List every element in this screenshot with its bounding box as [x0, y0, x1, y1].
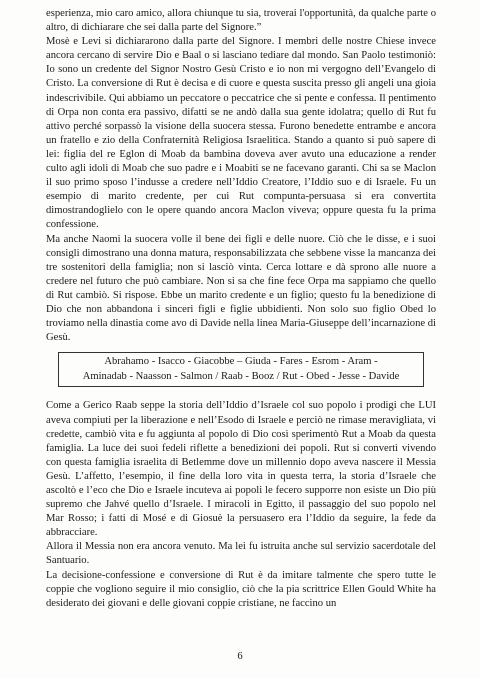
paragraph: Allora il Messia non era ancora venuto. Ma lei fu istruita anche sul servizio sacerdotale del Santuario.	[46, 541, 436, 567]
page-number: 6	[237, 651, 243, 662]
paragraph: Come a Gerico Raab seppe la storia dell’Iddio d’Israele col suo popolo i prodigi che LUI aveva compiuti per la liberazione e nell’Esodo di Israele e perciò ne rimase meravigliata, vi credette, cambiò vita e fu aggiunta al popolo di Dio così sperimentò Rut a Moab da questa famiglia. La luce dei suoi fedeli riflette a benedizioni dei popoli. Rut si convertì vivendo con questa famiglia israelita di Betlemme dove un millennio dopo aveva nascere il Messia Gesù. L’affetto, l’esempio, il fine della loro vita in questa terra, la storia d’Israele che ascoltò e l’eco che Dio e Israele incuteva ai popoli le fecero supporre non esiste un Dio più supremo che Jahvé quello d’Israele. I miracoli in Egitto, il passaggio del suo popolo nel Mar Rosso; i fatti di Mosé e di Giosuè la persuasero era l’Iddio da seguire, la fede da abbracciare.	[46, 400, 436, 539]
paragraph: esperienza, mio caro amico, allora chiunque tu sia, troverai l'opportunità, da qualche parte o altro, di dichiarare che sei dalla parte del Signore.”	[46, 8, 436, 34]
paragraph: Mosè e Levi si dichiararono dalla parte del Signore. I membri delle nostre Chiese invece ancora cercano di servire Dio e Baal o si lasciano tediare dal mondo. San Paolo testimoniò: Io sono un credente del Signor Nostro Gesù Cristo e io non mi vergogno dell’Evangelo di Cristo. La conversione di Rut è decisa e di cuore e questa suscita presso gli angeli una gioia indescrivibile. Qui abbiamo un peccatore o peccatrice che si pente e confessa. Il pentimento di Orpa non conta era passivo, difatti se ne andò dalla sua gente idolatra; quello di Rut fu attivo perché sorpassò la visione della suocera stessa. Furono benedette entrambe e ancora un fratello e zio della Confraternità Religiosa Israelitica. Stando a quanto si può sapere di lei: figlia del re Eglon di Moab da bambina doveva aver avuto una educazione a render culto agli idoli di Moab che suo padre e i Moabiti se ne facevano garanti. Chi sa se Maclon il suo primo sposo l’indusse a credere nell’Iddio Creatore, l’Iddio suo e di Israele. Fu un esempio di marito credente, per cui Rut compunta-persuasa si era convertita dimostrandoglielo con le opere quando ancora Maclon viveva; oppure questa fu la prima confessione.	[46, 36, 436, 231]
genealogy-box	[58, 352, 424, 387]
paragraph: Ma anche Naomi la suocera volle il bene dei figli e delle nuore. Ciò che le disse, e i suoi consigli dimostrano una donna matura, responsabilizzata che sebbene visse la mancanza dei tre sostenitori della famiglia; non si lasciò vinta. Cerca lottare e dà sprono alle nuore a credere nel futuro che può cambiare. Non si sa che fine fece Orpa ma sappiamo che quello di Rut cambiò. Si rispose. Ebbe un marito credente e un figlio; questo fu la benedizione di Dio che non abbandona i sinceri figli e figlie ubbidienti. Non solo suo figlio Obed lo troviamo nella dinastia come avo di Davide nella linea Maria-Giuseppe dell’incarnazione di Gesù.	[46, 233, 436, 344]
paragraph: La decisione-confessione e conversione di Rut è da imitare talmente che spero tutte le coppie che vogliono seguire il mio consiglio, ciò che la pia scrittrice Ellen Gould White ha desiderato dei giovani e delle giovani coppie cristiane, ne faccino un	[46, 569, 436, 609]
genealogy-line: Abrahamo - Isacco - Giacobbe – Giuda - Fares - Esrom - Aram -	[104, 356, 378, 368]
genealogy-line: Aminadab - Naasson - Salmon / Raab - Booz / Rut - Obed - Jesse - Davide	[82, 370, 400, 382]
